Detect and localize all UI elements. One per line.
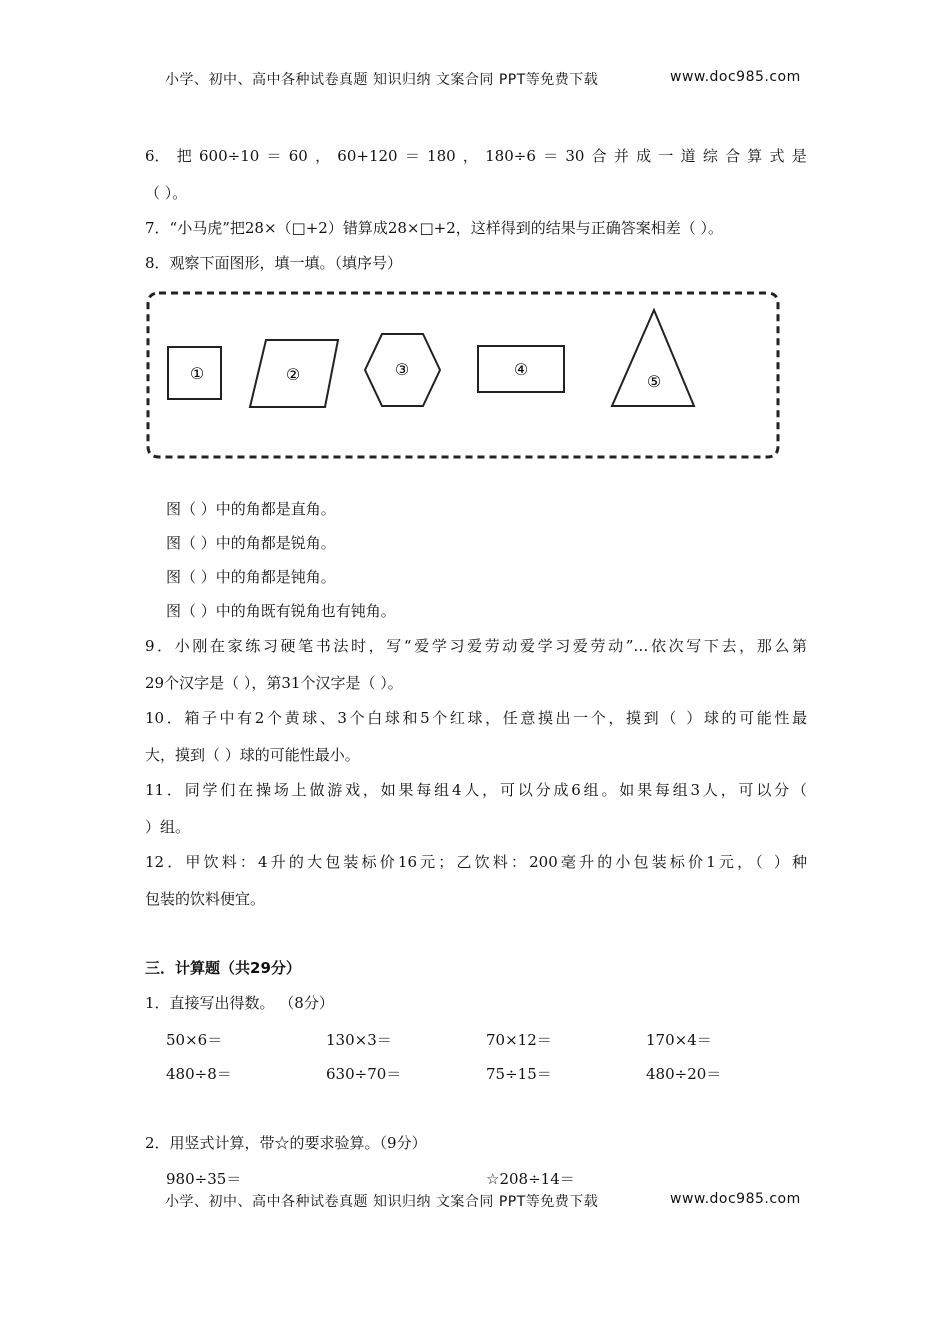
q6-part: 合 [725, 147, 741, 165]
q6-part: 180 [427, 147, 456, 165]
section-3-part-1-title: 1．直接写出得数。 （8分） [145, 994, 334, 1012]
shape-label-1: ① [189, 364, 205, 383]
q8-blank-1: 图（ ）中的角都是直角。 [166, 500, 336, 518]
q6-part: ＝ [266, 147, 282, 165]
q6-part: 并 [613, 147, 629, 165]
q6-part: 60 [288, 147, 308, 165]
section-3-title: 三．计算题（共29分） [145, 959, 301, 977]
q8-blank-4: 图（ ）中的角既有锐角也有钝角。 [166, 602, 396, 620]
page-header [165, 69, 805, 89]
calc-item: 630÷70＝ [326, 1065, 402, 1083]
calc-item: 480÷8＝ [166, 1065, 232, 1083]
q6-part: 综 [702, 147, 718, 165]
q6-part: 道 [680, 147, 696, 165]
shape-2-parallelogram [250, 340, 338, 407]
question-12-line-1: 12．甲饮料：4升的大包装标价16元；乙饮料：200毫升的小包装标价1元，（ ）种 [145, 853, 807, 871]
question-11-line-1: 11．同学们在操场上做游戏，如果每组4人，可以分成6组。如果每组3人，可以分（ [145, 781, 807, 799]
footer-site-link[interactable]: www.doc985.com [670, 1191, 801, 1207]
calc-item: 480÷20＝ [646, 1065, 722, 1083]
q6-part: 把 [176, 147, 192, 165]
shapes-figure [145, 290, 780, 460]
question-10-line-1: 10．箱子中有2个黄球、3个白球和5个红球，任意摸出一个，摸到（ ）球的可能性最 [145, 709, 807, 727]
q6-part: 式 [769, 147, 785, 165]
q6-part: 180÷6 [485, 147, 536, 165]
question-6-line-1 [145, 146, 807, 166]
shape-label-2: ② [285, 365, 301, 384]
shape-3-hexagon [365, 334, 440, 406]
vertical-calc-item: ☆208÷14＝ [486, 1170, 575, 1188]
calc-item: 130×3＝ [326, 1031, 392, 1049]
vertical-calc-item: 980÷35＝ [166, 1170, 242, 1188]
question-8-title: 8．观察下面图形，填一填。（填序号） [145, 254, 403, 272]
header-site-link[interactable]: www.doc985.com [670, 69, 801, 85]
q6-part: 60+120 [337, 147, 398, 165]
q8-blank-2: 图（ ）中的角都是锐角。 [166, 534, 336, 552]
q6-part: ＝ [404, 147, 420, 165]
shape-1-square [168, 347, 221, 399]
question-9-line-2: 29个汉字是（ ），第31个汉字是（ ）。 [145, 674, 403, 692]
q6-part: ， [462, 147, 478, 165]
header-text: 小学、初中、高中各种试卷真题 知识归纳 文案合同 PPT等免费下载 [165, 72, 599, 88]
q6-part: 算 [747, 147, 763, 165]
q8-blank-3: 图（ ）中的角都是钝角。 [166, 568, 336, 586]
q6-part: ＝ [543, 147, 559, 165]
question-9-line-1: 9．小刚在家练习硬笔书法时，写“爱学习爱劳动爱学习爱劳动”…依次写下去，那么第 [145, 637, 807, 655]
question-11-line-2: ）组。 [145, 818, 191, 836]
dashed-border [148, 293, 778, 457]
shape-5-triangle [612, 310, 694, 406]
q6-part: 600÷10 [199, 147, 260, 165]
question-10-line-2: 大，摸到（ ）球的可能性最小。 [145, 746, 360, 764]
calc-item: 70×12＝ [486, 1031, 552, 1049]
calc-item: 75÷15＝ [486, 1065, 552, 1083]
q6-part: 成 [636, 147, 652, 165]
q6-part: 6． [145, 147, 170, 165]
q6-part: 一 [658, 147, 674, 165]
q6-part: 30 [565, 147, 585, 165]
calc-item: 170×4＝ [646, 1031, 712, 1049]
q6-part: 合 [591, 147, 607, 165]
q6-part: ， [315, 147, 331, 165]
q6-part: 是 [791, 147, 807, 165]
shape-label-4: ④ [513, 360, 529, 379]
shape-label-5: ⑤ [646, 372, 662, 391]
calc-item: 50×6＝ [166, 1031, 223, 1049]
question-7: 7．“小马虎”把28×（□+2）错算成28×□+2，这样得到的结果与正确答案相差（ ）。 [145, 219, 724, 237]
question-12-line-2: 包装的饮料便宜。 [145, 890, 266, 908]
section-3-part-2-title: 2．用竖式计算，带☆的要求验算。（9分） [145, 1134, 427, 1152]
footer-text: 小学、初中、高中各种试卷真题 知识归纳 文案合同 PPT等免费下载 [165, 1194, 599, 1210]
shape-label-3: ③ [394, 360, 410, 379]
shape-4-rectangle [478, 346, 564, 392]
page-footer [165, 1191, 805, 1211]
question-6-line-2: （ ）。 [145, 184, 188, 202]
